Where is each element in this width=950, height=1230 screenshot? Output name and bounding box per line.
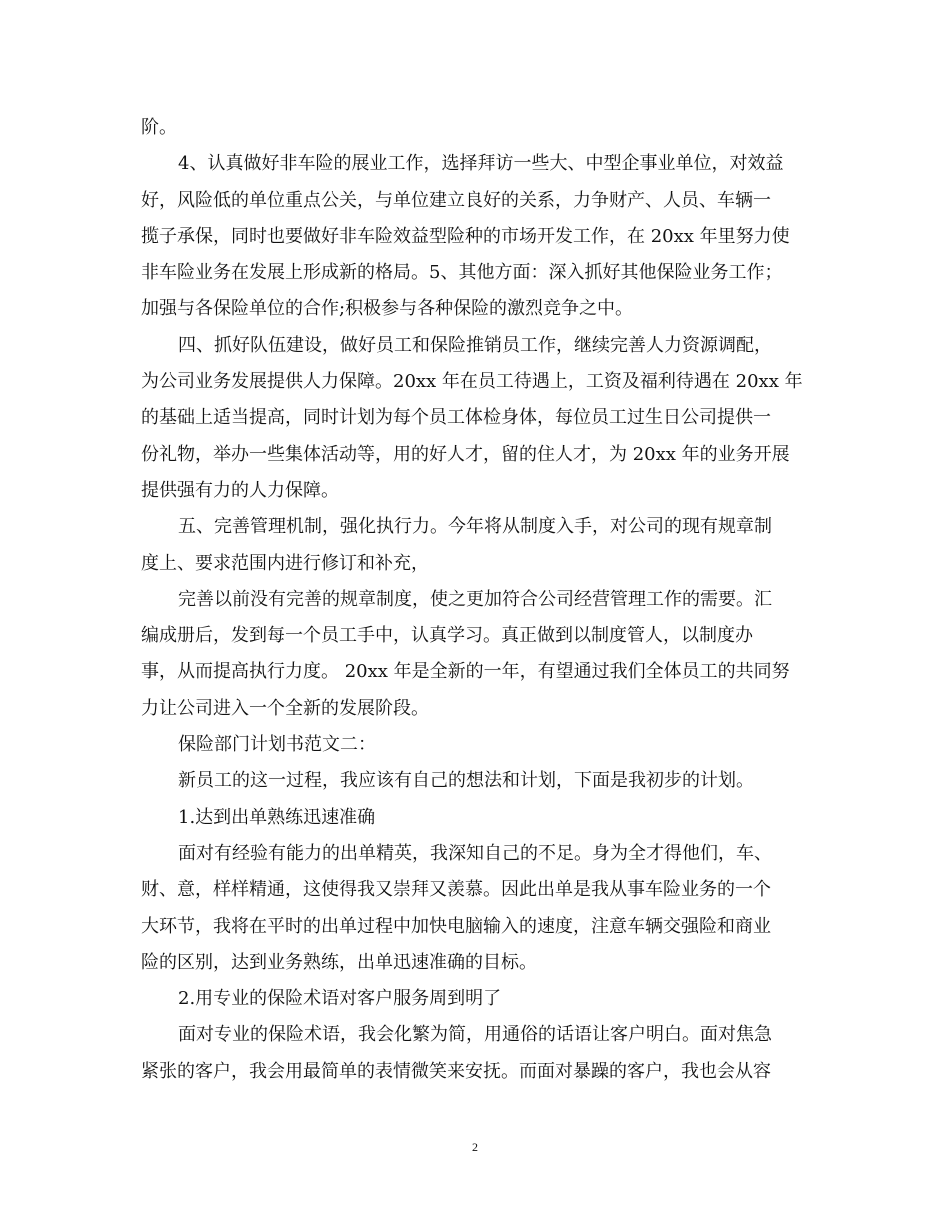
text-line: 编成册后，发到每一个员工手中，认真学习。真正做到以制度管人，以制度办 — [141, 625, 753, 647]
text-line: 为公司业务发展提供人力保障。20xx 年在员工待遇上，工资及福利待遇在 20xx 年 — [141, 371, 803, 393]
text-line: 度上、要求范围内进行修订和补充， — [141, 552, 429, 574]
text-line: 完善以前没有完善的规章制度，使之更加符合公司经营管理工作的需要。汇 — [178, 588, 772, 610]
text-line: 事，从而提高执行力度。 20xx 年是全新的一年，有望通过我们全体员工的共同努 — [141, 661, 790, 683]
text-line: 面对专业的保险术语，我会化繁为简，用通俗的话语让客户明白。面对焦急 — [178, 1024, 772, 1046]
body-text — [141, 110, 809, 1090]
text-line: 1.达到出单熟练迅速准确 — [178, 806, 376, 828]
text-line: 份礼物，举办一些集体活动等，用的好人才，留的住人才，为 20xx 年的业务开展 — [141, 443, 790, 465]
text-line: 2.用专业的保险术语对客户服务周到明了 — [178, 988, 502, 1010]
text-line: 财、意，样样精通，这使得我又崇拜又羡慕。因此出单是我从事车险业务的一个 — [141, 879, 771, 901]
text-line: 提供强有力的人力保障。 — [141, 479, 339, 501]
text-line: 险的区别，达到业务熟练，出单迅速准确的目标。 — [141, 951, 537, 973]
text-line: 好，风险低的单位重点公关，与单位建立良好的关系，力争财产、人员、车辆一 — [141, 189, 771, 211]
text-line: 揽子承保，同时也要做好非车险效益型险种的市场开发工作，在 20xx 年里努力使 — [141, 225, 790, 247]
text-line: 紧张的客户，我会用最简单的表情微笑来安抚。而面对暴躁的客户，我也会从容 — [141, 1060, 771, 1082]
text-line: 非车险业务在发展上形成新的格局。5、其他方面：深入抓好其他保险业务工作； — [141, 262, 783, 284]
text-line: 新员工的这一过程，我应该有自己的想法和计划，下面是我初步的计划。 — [178, 770, 754, 792]
text-line: 力让公司进入一个全新的发展阶段。 — [141, 697, 429, 719]
text-line: 4、认真做好非车险的展业工作，选择拜访一些大、中型企事业单位，对效益 — [178, 153, 784, 175]
text-line: 阶。 — [141, 117, 177, 138]
text-line: 大环节，我将在平时的出单过程中加快电脑输入的速度，注意车辆交强险和商业 — [141, 915, 771, 937]
text-line: 的基础上适当提高，同时计划为每个员工体检身体，每位员工过生日公司提供一 — [141, 407, 771, 429]
text-line: 加强与各保险单位的合作;积极参与各种保险的激烈竞争之中。 — [141, 298, 634, 320]
text-line: 五、完善管理机制，强化执行力。今年将从制度入手，对公司的现有规章制 — [178, 516, 772, 538]
text-line: 保险部门计划书范文二： — [178, 734, 376, 756]
text-line: 四、抓好队伍建设，做好员工和保险推销员工作，继续完善人力资源调配， — [178, 334, 772, 356]
page-number: 2 — [472, 1140, 478, 1154]
text-line: 面对有经验有能力的出单精英，我深知自己的不足。身为全才得他们，车、 — [178, 842, 772, 864]
